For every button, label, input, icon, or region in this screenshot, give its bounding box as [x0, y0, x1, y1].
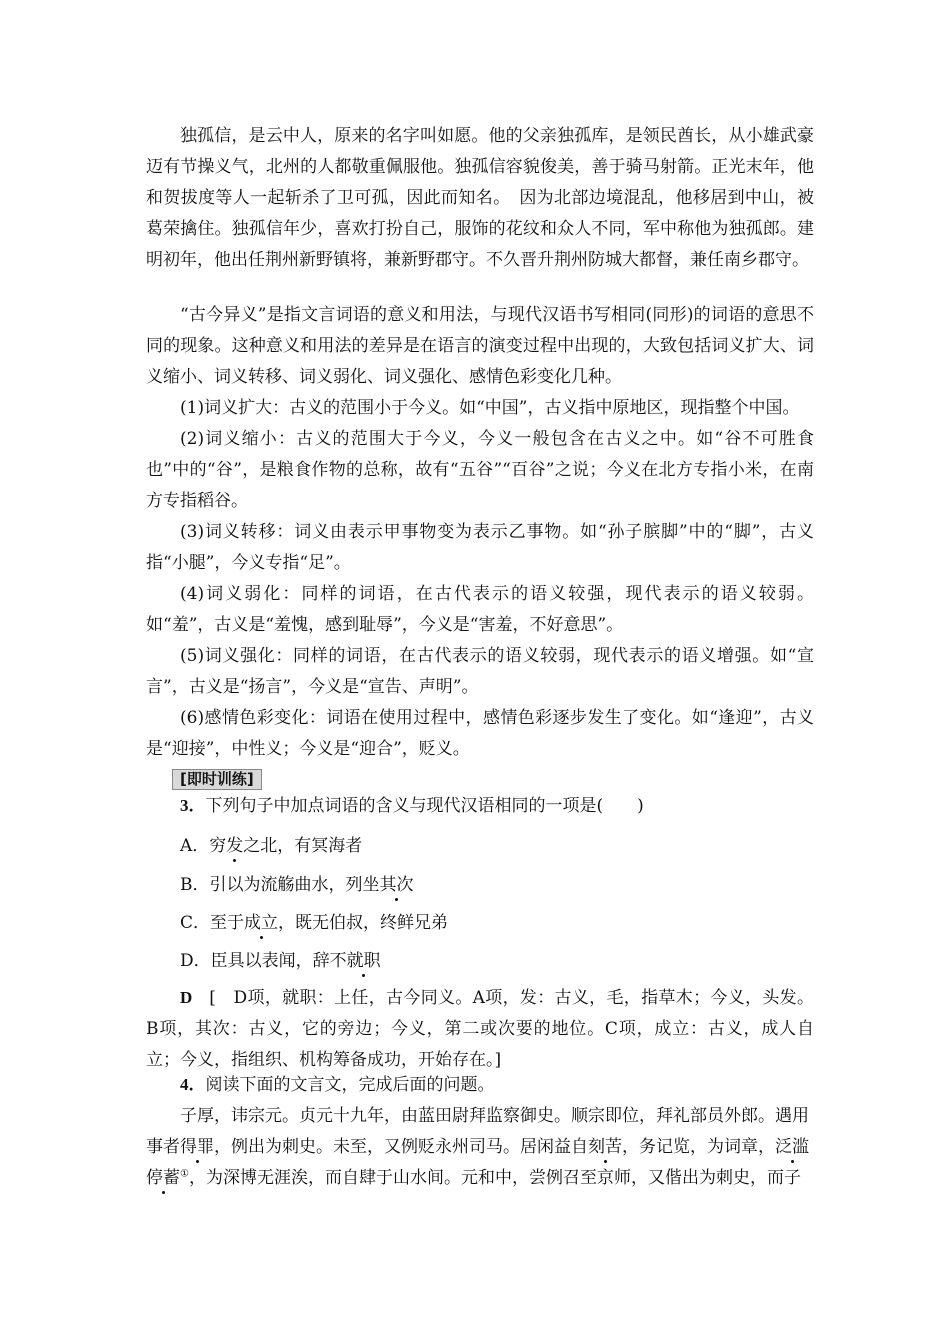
explanation-text: [ D项，就职：上任，古今同义。A项，发：古义，毛，指草木；今义，头发。B项，其次：古义，它的旁边；今义，第二或次要的地位。C项，成立：古义，成人自立；今义，指组织、机构筹备成功，开始存在。] [146, 988, 814, 1070]
option-text: 之北，有冥海者 [243, 836, 363, 856]
question-number: 4． [180, 1075, 206, 1094]
passage-line-1: 子厚，讳宗元。贞元十九年，由蓝田尉拜监察御史。顺宗即位，拜礼部员外郎。遇用 [180, 1106, 809, 1126]
question-number: 3． [180, 796, 206, 815]
item-3: (3)词义转移：词义由表示甲事物变为表示乙事物。如“孙子膑脚”中的“脚”，古义指“小腿”，今义专指“足”。 [146, 522, 814, 573]
item-6: (6)感情色彩变化：词语在使用过程中，感情色彩逐步发生了变化。如“逢迎”，古义是“迎接”，中性义；今义是“迎合”，贬义。 [146, 708, 814, 759]
option-text: ，既无伯叔，终鲜兄弟 [278, 913, 449, 933]
dotted-word: 停蓄 [146, 1168, 180, 1188]
answer-explanation [146, 982, 814, 1076]
item-4: (4)词义弱化：同样的词语，在古代表示的语义较强，现代表示的语义较弱。如“羞”，古义是“羞愧，感到耻辱”，今义是“害羞，不好意思”。 [146, 584, 814, 635]
passage-line-2 [146, 1135, 814, 1159]
question-3-stem [180, 794, 644, 818]
option-text: C．至于 [180, 913, 245, 933]
option-b [180, 873, 414, 897]
dotted-word: 发 [226, 836, 244, 856]
question-4-stem [180, 1073, 495, 1097]
item-1: (1)词义扩大：古义的范围小于今义。如“中国”，古义指中原地区，现指整个中国。 [180, 398, 800, 418]
item-5: (5)词义强化：同样的词语，在古代表示的语义较弱，现代表示的语义增强。如“宣言”，古义是“扬言”，今义是“宣告、声明”。 [146, 646, 814, 697]
option-text: B．引以为流觞曲水，列坐 [180, 875, 380, 895]
option-text: A．穷 [180, 836, 227, 856]
question-text: 下列句子中加点词语的含义与现代汉语相同的一项是( ) [205, 796, 644, 816]
intro-paragraph: “古今异义”是指文言词语的意义和用法，与现代汉语书写相同(同形)的词语的意思不同的现象。这种意义和用法的差异是在语言的演变过程中出现的，大致包括词义扩大、词义缩小、词义转移、词义弱化、词义强化、感情色彩变化几种。 [146, 305, 814, 387]
passage-text: 事者 [146, 1137, 180, 1157]
option-text: D．臣具以表闻，辞不 [180, 951, 347, 971]
dotted-word: 其次 [379, 875, 414, 895]
option-c [180, 911, 448, 935]
answer-letter: D [180, 988, 193, 1007]
passage-text: ，务记览，为词章， [622, 1137, 775, 1157]
dotted-word: 刻苦 [588, 1137, 622, 1157]
option-a [180, 834, 362, 858]
passage-line-3 [146, 1166, 801, 1190]
footnote-marker: ① [180, 1168, 189, 1180]
dotted-word: 就职 [346, 951, 381, 971]
question-text: 阅读下面的文言文，完成后面的问题。 [205, 1075, 495, 1095]
dotted-word: 成立 [244, 913, 279, 933]
dotted-word: 泛滥 [775, 1137, 809, 1157]
passage-text: ，例出为刺史。未至，又例贬永州司马。居闲益自 [214, 1137, 588, 1157]
passage-text: ，为深博无涯涘，而自肆于山水间。元和中，尝例召至京师，又偕出为刺史，而子 [188, 1168, 801, 1188]
passage-translation: 独孤信，是云中人，原来的名字叫如愿。他的父亲独孤库，是领民酋长，从小雄武豪迈有节操义气，北州的人都敬重佩服他。独孤信容貌俊美，善于骑马射箭。正光末年，他和贺拔度等人一起斩杀了卫可孤，因此而知名。 因为北部边境混乱，他移居到中山，被葛荣擒住。独孤信年少，喜欢打扮自己，服饰的花纹和众人不同，军中称他为独孤郎。建明初年，他出任荆州新野镇将，兼新野郡守。不久晋升荆州防城大都督，兼任南乡郡守。 [146, 126, 814, 270]
dotted-word: 得罪 [180, 1137, 214, 1157]
practice-label: [即时训练] [172, 769, 262, 790]
item-2: (2)词义缩小：古义的范围大于今义，今义一般包含在古义之中。如“谷不可胜食也”中的“谷”，是粮食作物的总称，故有“五谷”“百谷”之说；今义在北方专指小米，在南方专指稻谷。 [146, 429, 814, 511]
option-d [180, 949, 381, 973]
